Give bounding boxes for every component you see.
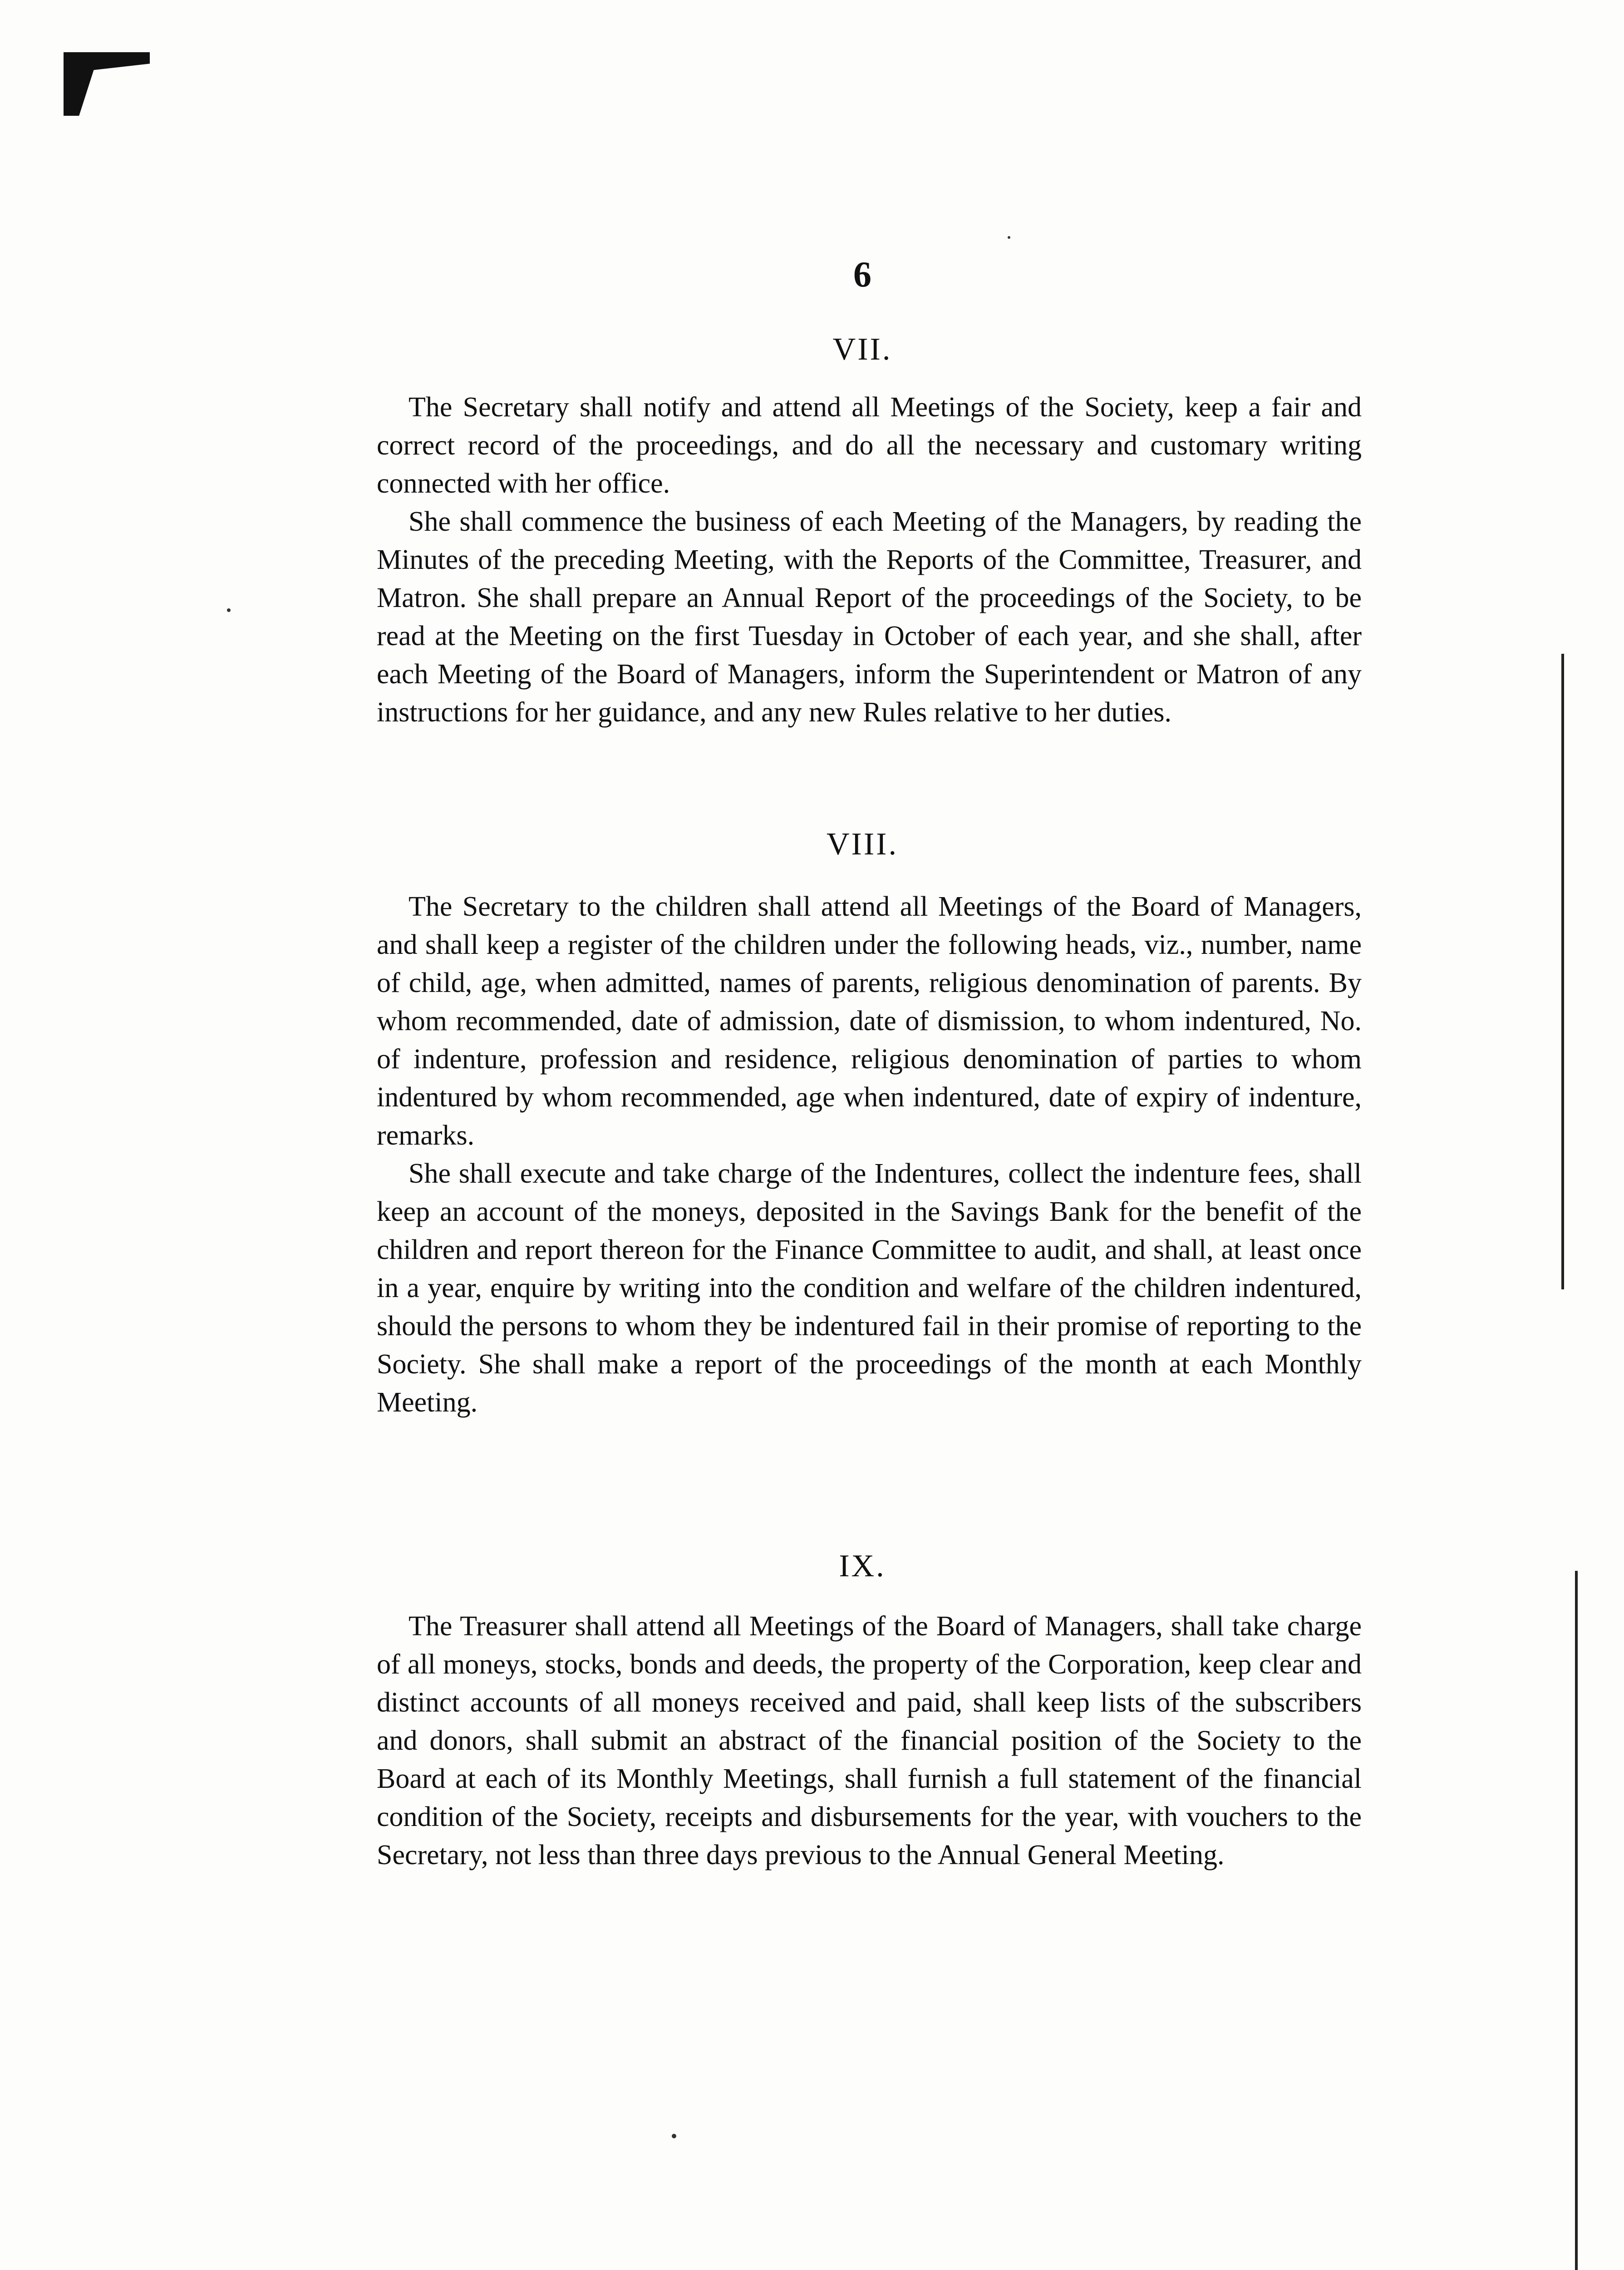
scan-speck <box>1008 236 1010 239</box>
scan-speck <box>227 608 231 612</box>
paragraph: The Secretary shall notify and attend all Meetings of the Society, keep a fair and correct record of the proceedings, and do all the necessary and customary writing connected with her office. <box>377 392 1362 499</box>
scan-speck <box>672 2134 676 2138</box>
paragraph: She shall execute and take charge of the Indentures, collect the indenture fees, shall keep an account of the moneys, deposited in the Savings Bank for the benefit of the children and report thereon for the Finance Committee to audit, and shall, at least once in a year, enquire by writing into the condition and welfare of the children indentured, should the persons to whom they be indentured fail in their promise of reporting to the Society. She shall make a report of the proceedings of the month at each Monthly Meeting. <box>377 1158 1362 1418</box>
section-viii <box>377 888 1362 1421</box>
paragraph: The Secretary to the children shall attend all Meetings of the Board of Managers, and shall keep a register of the children under the following heads, viz., number, name of child, age, when admitted, names of parents, religious denomination of parents. By whom recommended, date of admission, date of dismission, to whom indentured, No. of indenture, profession and residence, religious denomination of parties to whom indentured by whom recommended, age when indentured, date of expiry of indenture, remarks. <box>377 891 1362 1151</box>
scan-edge-line <box>1575 1571 1578 2270</box>
section-heading-viii: VIII. <box>827 827 898 862</box>
section-heading-ix: IX. <box>839 1549 886 1584</box>
section-heading-vii: VII. <box>832 332 892 367</box>
page-number: 6 <box>853 255 871 295</box>
paragraph: The Treasurer shall attend all Meetings of the Board of Managers, shall take charge of all moneys, stocks, bonds and deeds, the property of the Corporation, keep clear and distinct accounts of all moneys received and paid, shall keep lists of the subscribers and donors, shall submit an abstract of the financial position of the Society to the Board at each of its Monthly Meetings, shall furnish a full statement of the financial condition of the Society, receipts and disbursements for the year, with vouchers to the Secretary, not less than three days previous to the Annual General Meeting. <box>377 1611 1362 1870</box>
section-ix <box>377 1607 1362 1874</box>
scan-edge-line <box>1561 654 1564 1289</box>
section-vii <box>377 388 1362 731</box>
paragraph: She shall commence the business of each Meeting of the Managers, by reading the Minutes of the preceding Meeting, with the Reports of the Committee, Treasurer, and Matron. She shall prepare an Annual Report of the proceedings of the Society, to be read at the Meeting on the first Tuesday in October of each year, and she shall, after each Meeting of the Board of Managers, inform the Superintendent or Matron of any instructions for her guidance, and any new Rules relative to her duties. <box>377 506 1362 728</box>
scan-corner-mark <box>64 52 150 116</box>
